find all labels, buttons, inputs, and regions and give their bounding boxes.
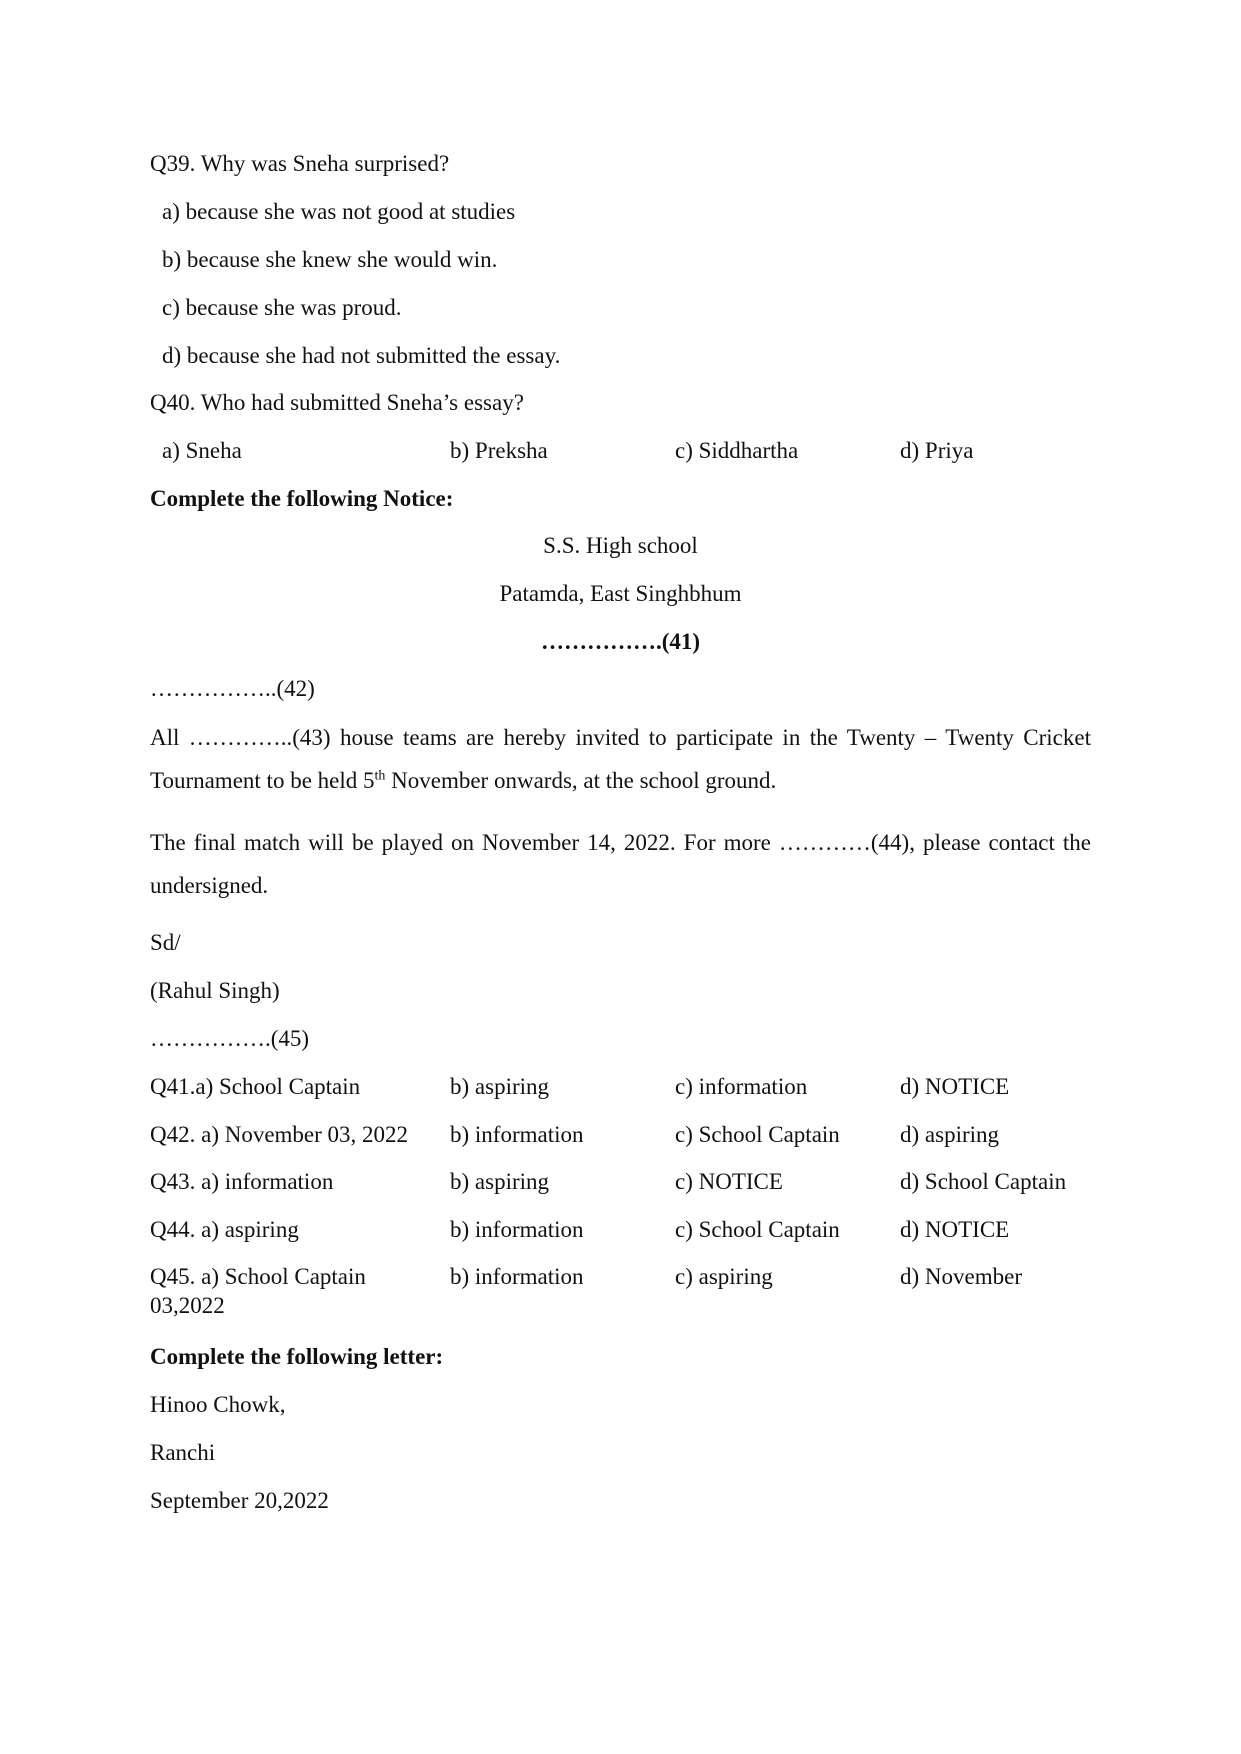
q44-option-a: Q44. a) aspiring bbox=[150, 1217, 299, 1242]
notice-place: Patamda, East Singhbhum bbox=[499, 581, 742, 606]
q40-question: Q40. Who had submitted Sneha’s essay? bbox=[150, 390, 524, 415]
q41-option-d: d) NOTICE bbox=[900, 1074, 1010, 1099]
notice-heading: Complete the following Notice: bbox=[150, 486, 454, 511]
q43-option-b: b) aspiring bbox=[450, 1169, 550, 1194]
q43-option-a: Q43. a) information bbox=[150, 1169, 334, 1194]
q45-option-a: Q45. a) School Captain bbox=[150, 1264, 366, 1289]
notice-signature: Sd/ bbox=[150, 930, 181, 955]
q45-option-d-wrap: 03,2022 bbox=[150, 1293, 225, 1318]
q41-option-b: b) aspiring bbox=[450, 1074, 550, 1099]
q42-option-c: c) School Captain bbox=[675, 1122, 840, 1147]
q41-option-a: Q41.a) School Captain bbox=[150, 1074, 361, 1099]
q43-option-d: d) School Captain bbox=[900, 1169, 1067, 1194]
notice-blank-45: …………….(45) bbox=[150, 1026, 310, 1051]
q41-option-c: c) information bbox=[675, 1074, 808, 1099]
notice-blank-42: ……………..(42) bbox=[150, 676, 315, 701]
notice-paragraph-2: The final match will be played on November 14, 2022. For more …………(44), please contact the undersigned. bbox=[150, 830, 1091, 898]
q45-option-d: d) November bbox=[900, 1264, 1022, 1289]
q43-option-c: c) NOTICE bbox=[675, 1169, 783, 1194]
q42-option-b: b) information bbox=[450, 1122, 584, 1147]
letter-address-line-2: Ranchi bbox=[150, 1440, 216, 1465]
q39-option-b: b) because she knew she would win. bbox=[162, 247, 498, 272]
ordinal-suffix: th bbox=[374, 768, 386, 784]
notice-blank-41: …………….(41) bbox=[540, 629, 701, 654]
q40-option-d: d) Priya bbox=[900, 438, 974, 463]
q39-option-d: d) because she had not submitted the essay. bbox=[162, 343, 561, 368]
q44-option-c: c) School Captain bbox=[675, 1217, 840, 1242]
q40-option-a: a) Sneha bbox=[162, 438, 242, 463]
q42-option-d: d) aspiring bbox=[900, 1122, 1000, 1147]
q45-option-b: b) information bbox=[450, 1264, 584, 1289]
notice-school: S.S. High school bbox=[543, 533, 698, 558]
q45-option-c: c) aspiring bbox=[675, 1264, 773, 1289]
q40-option-c: c) Siddhartha bbox=[675, 438, 799, 463]
notice-paragraph-1 bbox=[150, 716, 1091, 802]
notice-paragraph-1-text-b: November onwards, at the school ground. bbox=[385, 768, 777, 793]
q44-option-b: b) information bbox=[450, 1217, 584, 1242]
q44-option-d: d) NOTICE bbox=[900, 1217, 1010, 1242]
q39-option-c: c) because she was proud. bbox=[162, 295, 402, 320]
notice-signatory-name: (Rahul Singh) bbox=[150, 978, 280, 1003]
q39-question: Q39. Why was Sneha surprised? bbox=[150, 151, 450, 176]
q39-option-a: a) because she was not good at studies bbox=[162, 199, 516, 224]
letter-heading: Complete the following letter: bbox=[150, 1344, 444, 1369]
q40-option-b: b) Preksha bbox=[450, 438, 548, 463]
letter-date: September 20,2022 bbox=[150, 1488, 329, 1513]
q42-option-a: Q42. a) November 03, 2022 bbox=[150, 1122, 409, 1147]
notice-paragraph-1-text-a: All …………..(43) house teams are hereby invited to participate in the Twenty – Twenty Cricket Tournament to be held 5 bbox=[150, 725, 1091, 793]
letter-address-line-1: Hinoo Chowk, bbox=[150, 1392, 286, 1417]
